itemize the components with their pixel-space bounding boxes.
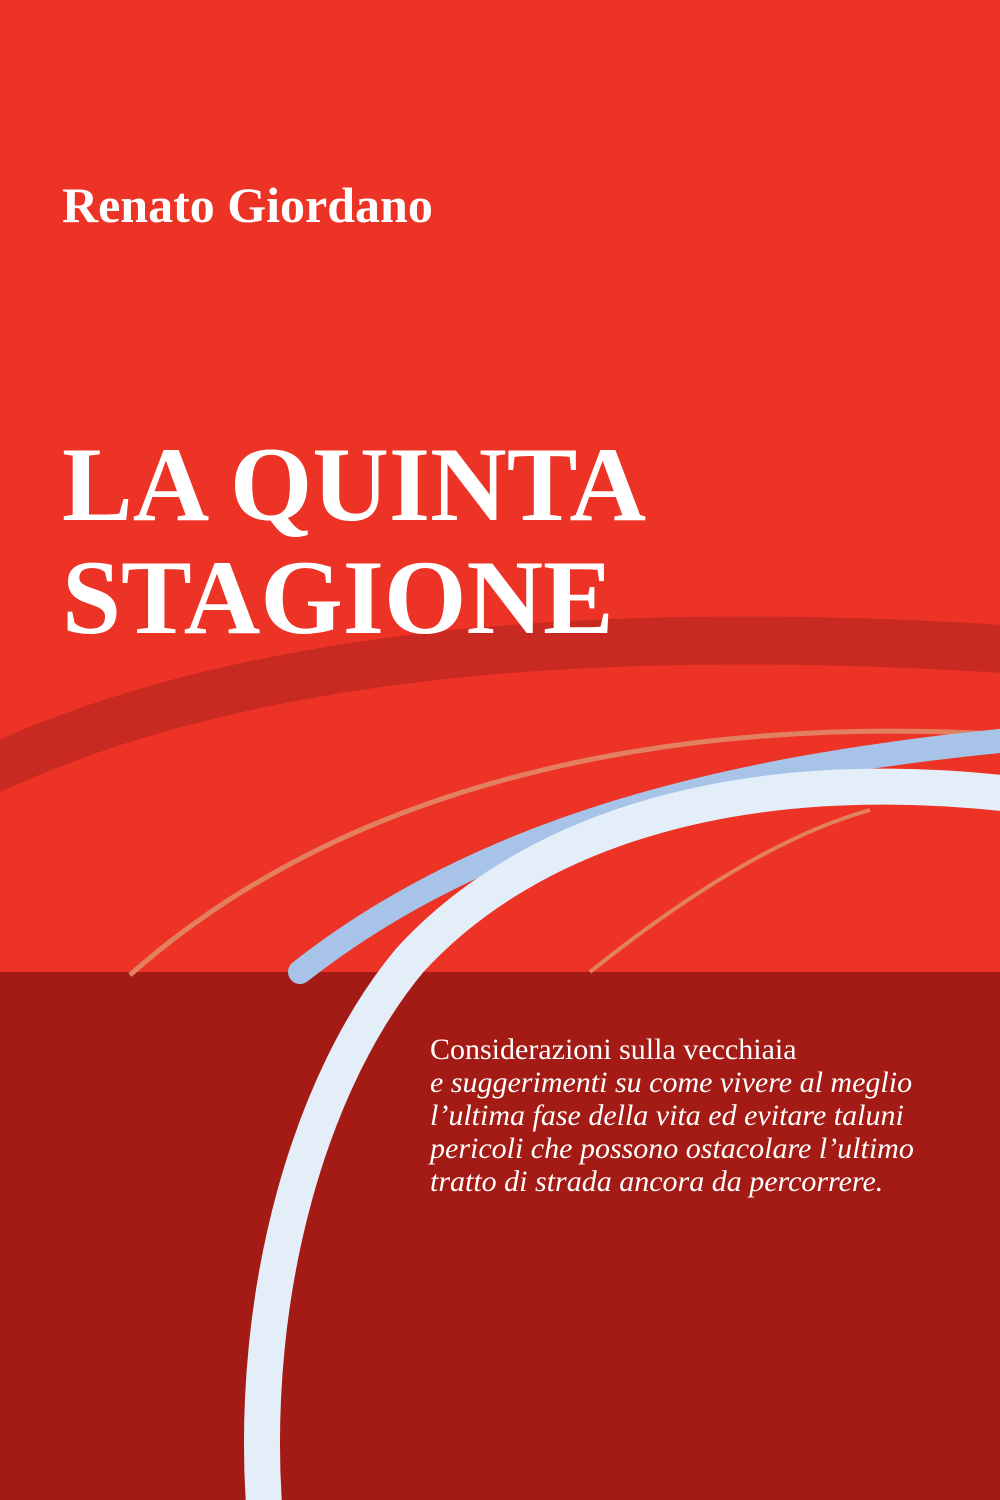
title-line-1: LA QUINTA (62, 426, 647, 543)
subtitle-rest: e suggerimenti su come vivere al meglio l’ultima fase della vita ed evitare taluni pericoli che possono ostacolare l’ultimo tratto di strada ancora da percorrere. (430, 1066, 914, 1198)
book-subtitle (430, 1033, 970, 1198)
book-title (62, 428, 646, 655)
title-line-2: STAGIONE (62, 539, 614, 657)
subtitle-lead: Considerazioni sulla vecchiaia (430, 1033, 797, 1066)
author-name: Renato Giordano (62, 177, 433, 233)
